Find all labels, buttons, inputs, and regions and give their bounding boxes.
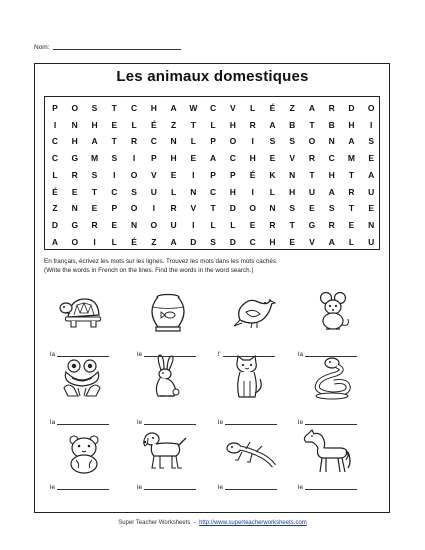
grid-letter[interactable]: G [308, 219, 316, 230]
name-line [34, 44, 181, 51]
grid-letter[interactable]: P [230, 169, 236, 180]
grid-letter[interactable]: D [348, 103, 355, 113]
grid-letter[interactable]: C [249, 236, 256, 247]
grid-letter[interactable]: L [250, 103, 256, 113]
grid-letter[interactable]: E [348, 219, 355, 230]
grid-letter[interactable]: U [170, 219, 177, 230]
grid-row [45, 234, 379, 251]
article-label: la [298, 351, 304, 358]
grid-letter[interactable]: U [308, 186, 315, 197]
snake-icon [310, 356, 354, 400]
footer-url-link[interactable]: http://www.superteacherworksheets.com [199, 520, 307, 526]
grid-letter[interactable]: R [170, 203, 177, 214]
grid-letter[interactable]: A [210, 153, 217, 164]
grid-letter[interactable]: N [289, 169, 296, 180]
grid-letter[interactable]: I [113, 169, 116, 180]
grid-row [45, 217, 379, 234]
rabbit-icon [150, 354, 182, 400]
answer-line [137, 419, 196, 426]
grid-letter[interactable]: T [289, 219, 295, 230]
grid-row [45, 150, 379, 167]
grid-letter[interactable]: D [229, 203, 236, 214]
article-label: le [218, 419, 224, 426]
answer-blank[interactable] [57, 356, 109, 357]
grid-letter[interactable]: R [269, 219, 276, 230]
grid-letter[interactable]: N [71, 203, 78, 214]
grid-letter[interactable]: A [328, 186, 335, 197]
grid-letter[interactable]: T [348, 203, 355, 214]
article-label: le [298, 419, 304, 426]
grid-letter[interactable]: H [249, 153, 256, 164]
grid-letter[interactable]: V [230, 103, 236, 113]
grid-letter[interactable]: E [111, 219, 118, 230]
grid-letter[interactable]: I [53, 119, 57, 130]
answer-line [218, 419, 277, 426]
lizard-icon [220, 438, 276, 468]
grid-letter[interactable]: O [308, 136, 316, 147]
grid-letter[interactable]: S [289, 203, 295, 214]
grid-letter[interactable]: V [309, 236, 315, 247]
name-label: Nom: [34, 44, 50, 51]
answer-line [50, 484, 109, 491]
dog-icon [140, 430, 188, 474]
grid-letter[interactable]: S [210, 236, 216, 247]
grid-letter[interactable]: I [93, 236, 96, 247]
grid-letter[interactable]: I [370, 119, 373, 130]
article-label: le [298, 484, 304, 491]
grid-letter[interactable]: N [170, 136, 177, 147]
grid-letter[interactable]: C [130, 103, 138, 113]
grid-letter[interactable]: O [130, 169, 138, 180]
grid-letter[interactable]: E [309, 203, 315, 214]
answer-blank[interactable] [225, 489, 277, 490]
answer-line [137, 351, 196, 358]
grid-letter[interactable]: N [269, 203, 276, 214]
grid-letter[interactable]: D [229, 236, 236, 247]
grid-letter[interactable]: P [150, 153, 157, 164]
name-input-line[interactable] [53, 49, 181, 50]
article-label: le [137, 419, 143, 426]
grid-letter[interactable]: E [71, 186, 78, 197]
grid-letter[interactable]: C [51, 153, 59, 164]
grid-letter[interactable]: L [230, 219, 236, 230]
grid-letter[interactable]: L [131, 119, 137, 130]
grid-letter[interactable]: P [111, 203, 118, 214]
answer-blank[interactable] [57, 489, 109, 490]
grid-letter[interactable]: A [51, 236, 59, 247]
page-title: Les animaux domestiques [116, 68, 309, 85]
answer-blank[interactable] [305, 356, 357, 357]
answer-blank[interactable] [223, 356, 275, 357]
grid-letter[interactable]: C [328, 153, 335, 164]
grid-letter[interactable]: L [52, 169, 58, 180]
grid-letter[interactable]: H [328, 169, 335, 180]
grid-letter[interactable]: É [269, 103, 276, 113]
article-label: la [50, 419, 56, 426]
grid-letter[interactable]: S [111, 153, 118, 164]
answer-blank[interactable] [144, 424, 196, 425]
grid-letter[interactable]: E [249, 219, 256, 230]
grid-letter[interactable]: K [269, 169, 276, 180]
article-label: l' [218, 351, 221, 358]
grid-letter[interactable]: C [210, 103, 217, 113]
grid-letter[interactable]: Z [52, 203, 58, 214]
grid-letter[interactable]: V [289, 153, 295, 164]
answer-blank[interactable] [144, 356, 196, 357]
bird-icon [232, 292, 276, 332]
grid-row [45, 100, 379, 117]
grid-letter[interactable]: A [91, 136, 98, 147]
frog-icon [60, 358, 106, 400]
grid-letter[interactable]: C [51, 136, 59, 147]
grid-letter[interactable]: S [91, 103, 98, 113]
grid-letter[interactable]: R [348, 186, 355, 197]
grid-letter[interactable]: M [90, 153, 99, 164]
answer-blank[interactable] [305, 424, 357, 425]
grid-letter[interactable]: É [249, 169, 256, 180]
answer-line [218, 484, 277, 491]
grid-letter[interactable]: T [111, 136, 117, 147]
article-label: le [50, 484, 56, 491]
turtle-icon [58, 293, 106, 331]
article-label: la [50, 351, 56, 358]
grid-letter[interactable]: L [190, 136, 196, 147]
grid-letter[interactable]: E [368, 203, 375, 214]
grid-letter[interactable]: L [111, 236, 117, 247]
grid-letter[interactable]: R [308, 153, 315, 164]
grid-row [45, 167, 379, 184]
grid-letter[interactable]: H [289, 186, 296, 197]
grid-letter[interactable]: A [170, 236, 177, 247]
grid-letter[interactable]: T [309, 169, 315, 180]
grid-letter[interactable]: H [170, 153, 177, 164]
grid-letter[interactable]: A [170, 103, 177, 113]
grid-letter[interactable]: A [368, 169, 375, 180]
grid-letter[interactable]: I [192, 169, 195, 180]
grid-letter[interactable]: P [52, 103, 58, 113]
grid-letter[interactable]: D [190, 236, 197, 247]
grid-letter[interactable]: H [229, 186, 236, 197]
grid-letter[interactable]: R [328, 219, 335, 230]
grid-letter[interactable]: A [308, 103, 315, 113]
grid-letter[interactable]: R [71, 169, 78, 180]
grid-letter[interactable]: S [289, 136, 295, 147]
grid-letter[interactable]: U [150, 186, 157, 197]
grid-letter[interactable]: N [328, 136, 335, 147]
grid-letter[interactable]: E [269, 153, 276, 164]
answer-blank[interactable] [305, 489, 357, 490]
footer-separator: - [193, 520, 196, 526]
grid-letter[interactable]: T [309, 119, 315, 130]
grid-letter[interactable]: A [328, 236, 335, 247]
grid-letter[interactable]: O [229, 136, 237, 147]
grid-letter[interactable]: H [91, 119, 98, 130]
grid-letter[interactable]: T [190, 119, 196, 130]
grid-row [45, 184, 379, 201]
grid-letter[interactable]: S [131, 186, 137, 197]
word-search-grid [44, 96, 380, 250]
grid-letter[interactable]: L [210, 219, 216, 230]
grid-letter[interactable]: H [71, 136, 78, 147]
grid-letter[interactable]: S [269, 136, 276, 147]
grid-letter[interactable]: O [150, 219, 158, 230]
grid-letter[interactable]: P [210, 136, 216, 147]
grid-letter[interactable]: C [229, 153, 236, 164]
answer-line [298, 351, 357, 358]
grid-letter[interactable]: Z [151, 236, 157, 247]
article-label: le [218, 484, 224, 491]
grid-letter[interactable]: U [368, 236, 375, 247]
grid-letter[interactable]: D [51, 219, 59, 230]
grid-letter[interactable]: C [210, 186, 217, 197]
grid-letter[interactable]: H [269, 236, 276, 247]
answer-line [50, 351, 109, 358]
grid-letter[interactable]: O [249, 203, 256, 214]
goldfish-bowl-icon [148, 291, 188, 333]
grid-letter[interactable]: E [368, 153, 375, 164]
grid-letter[interactable]: S [328, 203, 335, 214]
grid-letter[interactable]: L [210, 119, 216, 130]
horse-icon [302, 428, 352, 476]
grid-letter[interactable]: N [71, 119, 78, 130]
answer-line [218, 351, 275, 358]
grid-letter[interactable]: N [130, 219, 138, 230]
grid-letter[interactable]: O [71, 103, 79, 113]
instructions [44, 257, 278, 275]
answer-blank[interactable] [144, 489, 196, 490]
instruction-english: (Write the words in French on the lines. Find the words in the word search.) [44, 267, 254, 274]
grid-letter[interactable]: É [150, 119, 157, 130]
instruction-french: En français, écrivez les mots sur les lignes. Trouvez les mots dans les mots cachés. [44, 258, 278, 265]
grid-letter[interactable]: R [249, 119, 256, 130]
grid-letter[interactable]: I [251, 186, 254, 197]
article-label: le [137, 484, 143, 491]
grid-letter[interactable]: Z [170, 119, 177, 130]
answer-line [298, 484, 357, 491]
grid-letter[interactable]: E [111, 119, 118, 130]
grid-row [45, 117, 379, 134]
grid-letter[interactable]: T [111, 103, 117, 113]
grid-row [45, 133, 379, 150]
grid-letter[interactable]: V [150, 169, 157, 180]
mouse-icon [314, 291, 354, 333]
grid-letter[interactable]: B [289, 119, 296, 130]
grid-letter[interactable]: E [190, 153, 197, 164]
grid-letter[interactable]: P [210, 169, 216, 180]
grid-letter[interactable]: G [71, 153, 79, 164]
answer-line [137, 484, 196, 491]
grid-letter[interactable]: R [130, 136, 138, 147]
grid-letter[interactable]: M [347, 153, 356, 164]
grid-letter[interactable]: A [348, 136, 355, 147]
grid-letter[interactable]: L [348, 236, 355, 247]
answer-line [298, 419, 357, 426]
grid-letter[interactable]: N [368, 219, 375, 230]
grid-letter[interactable]: É [131, 236, 137, 247]
grid-letter[interactable]: C [150, 136, 157, 147]
grid-letter[interactable]: C [111, 186, 118, 197]
grid-row [45, 200, 379, 217]
cat-icon [230, 355, 264, 401]
footer [0, 520, 425, 526]
grid-letter[interactable]: I [192, 219, 195, 230]
grid-letter[interactable]: E [91, 203, 98, 214]
grid-letter[interactable]: H [150, 103, 157, 113]
answer-blank[interactable] [57, 424, 109, 425]
grid-letter[interactable]: T [210, 203, 216, 214]
grid-letter[interactable]: O [130, 203, 138, 214]
grid-letter[interactable]: V [190, 203, 197, 214]
grid-letter[interactable]: O [71, 236, 79, 247]
grid-letter[interactable]: Z [289, 103, 295, 113]
grid-letter[interactable]: W [189, 103, 198, 113]
grid-letter[interactable]: O [367, 103, 375, 113]
grid-letter[interactable]: E [289, 236, 295, 247]
grid-letter[interactable]: A [269, 119, 276, 130]
grid-letter[interactable]: T [348, 169, 355, 180]
grid-letter[interactable]: N [190, 186, 197, 197]
grid-letter[interactable]: H [348, 119, 355, 130]
grid-letter[interactable]: T [91, 186, 98, 197]
grid-letter[interactable]: I [251, 136, 254, 147]
grid-letter[interactable]: I [132, 153, 136, 164]
grid-letter[interactable]: E [170, 169, 177, 180]
grid-letter[interactable]: I [152, 203, 155, 214]
answer-blank[interactable] [225, 424, 277, 425]
grid-letter[interactable]: S [368, 136, 375, 147]
article-label: le [137, 351, 143, 358]
grid-letter[interactable]: L [170, 186, 177, 197]
answer-line [50, 419, 109, 426]
grid-letter[interactable]: H [229, 119, 236, 130]
grid-letter[interactable]: U [368, 186, 375, 197]
footer-brand: Super Teacher Worksheets [118, 520, 191, 526]
hamster-icon [64, 432, 104, 474]
grid-letter[interactable]: R [91, 219, 98, 230]
grid-letter[interactable]: G [71, 219, 79, 230]
grid-letter[interactable]: R [328, 103, 335, 113]
grid-letter[interactable]: L [269, 186, 275, 197]
grid-letter[interactable]: S [91, 169, 98, 180]
grid-letter[interactable]: B [328, 119, 335, 130]
grid-letter[interactable]: É [52, 186, 58, 197]
